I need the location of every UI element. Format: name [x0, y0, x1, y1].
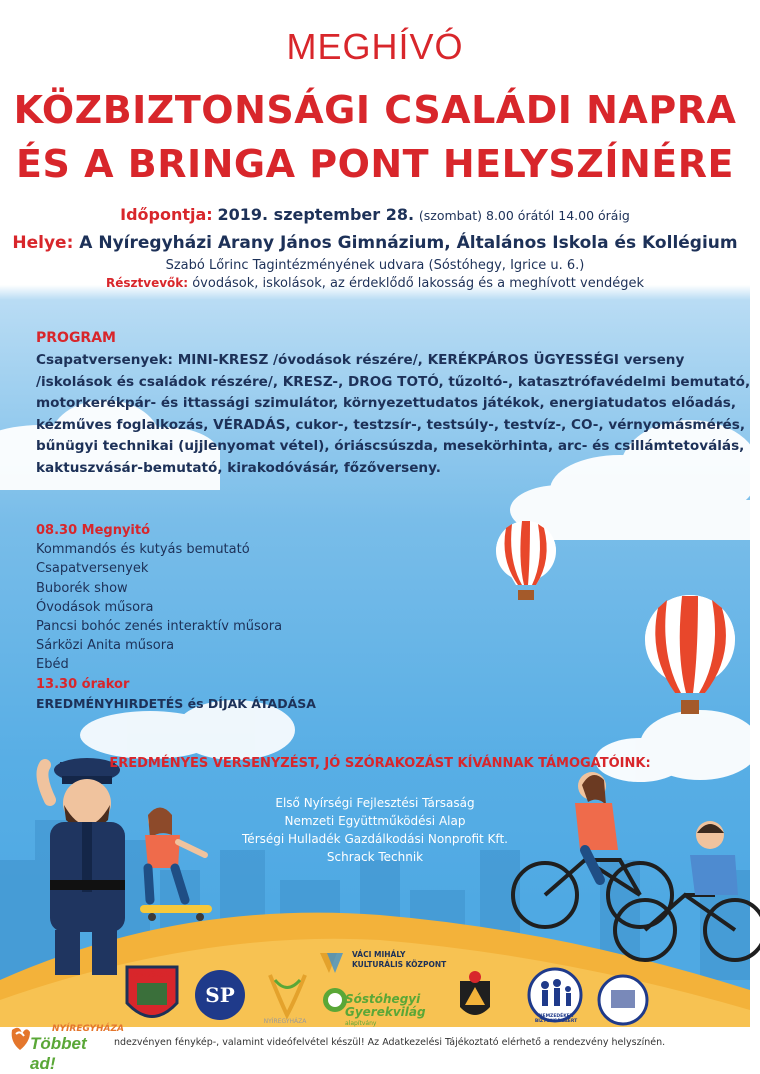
program-line: bűnügyi technikai (ujjlenyomat vétel), óriáscsúszda, mesekörhinta, arc- és csillámtetoválás,: [36, 438, 745, 455]
sponsor-item: Nemzeti Együttműködési Alap: [284, 814, 466, 828]
nyiregyhaza-logo-text: NYÍREGYHÁZA: [263, 1018, 307, 1025]
date-value: 2019. szeptember 28.: [217, 205, 415, 224]
gyerekvilag-sub: alapítvány: [345, 1020, 377, 1027]
nyiregyhaza-logo-icon: [270, 975, 305, 1015]
gyerekvilag-line2: Gyerekvilág: [345, 1005, 426, 1019]
photo-notice: ndezvényen fénykép-, valamint videófelvétel készül! Az Adatkezelési Tájékoztató elérhető a rendezvény helyszínén.: [114, 1037, 666, 1048]
schedule-item: Csapatversenyek: [36, 561, 149, 577]
cyclist-rider: [690, 821, 738, 895]
event-date: [0, 205, 750, 224]
participants-value: óvodások, iskolások, az érdeklődő lakosság és a meghívott vendégek: [192, 276, 644, 291]
invitation-heading: MEGHÍVÓ: [286, 26, 464, 67]
program-line: /iskolások és családok részére/, KRESZ-, DROG TOTÓ, tűzoltó-, katasztrófavédelmi bemutató,: [36, 373, 751, 390]
sponsors-list: [170, 794, 580, 866]
vaci-mihaly-logo-icon: [320, 953, 343, 973]
brand-heart-icon: [8, 1024, 32, 1052]
sponsor-item: Első Nyírségi Fejlesztési Társaság: [275, 796, 475, 810]
sponsor-item: Térségi Hulladék Gazdálkodási Nonprofit Kft.: [242, 832, 508, 846]
vaci-mihaly-line1: VÁCI MIHÁLY: [352, 950, 406, 959]
award-text: EREDMÉNYHIRDETÉS és DÍJAK ÁTADÁSA: [36, 695, 316, 711]
program-line: Csapatversenyek: MINI-KRESZ /óvodások részére/, KERÉKPÁROS ÜGYESSÉGI verseny: [36, 352, 685, 368]
program-line: kézműves foglalkozás, VÉRADÁS, cukor-, testzsír-, testsúly-, testvíz-, CO-, vérnyomásmérés,: [36, 416, 745, 433]
event-place: [0, 233, 750, 253]
nyiregyhaza-brand: [8, 1020, 125, 1073]
program-line: kaktuszvásár-bemutató, kirakodóvásár, főzőverseny.: [36, 459, 441, 476]
participants-label: Résztvevők:: [106, 276, 189, 290]
balloon-icon: [645, 595, 735, 714]
date-detail: (szombat) 8.00 órától 14.00 óráig: [418, 208, 630, 223]
brand-slogan: Többet ad!: [30, 1034, 87, 1073]
program-heading: PROGRAM: [36, 330, 116, 346]
vaci-mihaly-line2: KULTURÁLIS KÖZPONT: [352, 960, 447, 969]
program-description: [36, 350, 751, 480]
cloud-icon: [595, 710, 760, 782]
schedule-item: Óvodások műsora: [36, 599, 154, 615]
opening-time: 08.30 Megnyitó: [36, 523, 151, 538]
place-value: A Nyíregyházi Arany János Gimnázium, Általános Iskola és Kollégium: [79, 233, 738, 253]
place-label: Helye:: [12, 233, 74, 253]
gyerekvilag-line1: Sóstóhegyi: [345, 992, 421, 1006]
schedule-item: Ebéd: [36, 657, 69, 673]
award-time: 13.30 órakor: [36, 676, 130, 692]
schedule-item: Pancsi bohóc zenés interaktív műsora: [36, 619, 283, 635]
schedule: [36, 521, 456, 713]
event-title-line2: ÉS A BRINGA PONT HELYSZÍNÉRE: [16, 142, 734, 186]
brand-city: NYÍREGYHÁZA: [52, 1024, 125, 1034]
sponsors-heading: EREDMÉNYES VERSENYZÉST, JÓ SZÓRAKOZÁST KÍVÁNNAK TÁMOGATÓINK:: [109, 756, 651, 771]
event-participants: [0, 276, 750, 291]
sp-logo-icon: [195, 970, 245, 1020]
svg-text:SP: SP: [205, 983, 235, 1007]
program-line: motorkerékpár- és ittassági szimulátor, környezettudatos játékok, energiatudatos előadás,: [36, 395, 737, 412]
gyerekvilag-logo-icon: [323, 988, 347, 1012]
place-address: Szabó Lőrinc Tagintézményének udvara (Sóstóhegy, Igrice u. 6.): [165, 258, 585, 273]
police-logo-text: RENDŐRSÉG: [131, 972, 173, 979]
schedule-item: Kommandós és kutyás bemutató: [36, 542, 250, 558]
event-title-line1: KÖZBIZTONSÁGI CSALÁDI NAPRA: [13, 88, 737, 132]
schedule-item: Sárközi Anita műsora: [36, 638, 175, 654]
civil-defense-icon: [460, 971, 490, 1015]
schedule-item: Buborék show: [36, 580, 128, 596]
balloon-icon: [496, 521, 556, 600]
date-label: Időpontja:: [120, 205, 213, 224]
sponsor-item: Schrack Technik: [326, 850, 424, 864]
emblem-icon: [599, 976, 647, 1024]
nemzedekek-logo-text: NEMZEDÉKEK BIZTONSÁGÁÉRT: [534, 1014, 578, 1024]
